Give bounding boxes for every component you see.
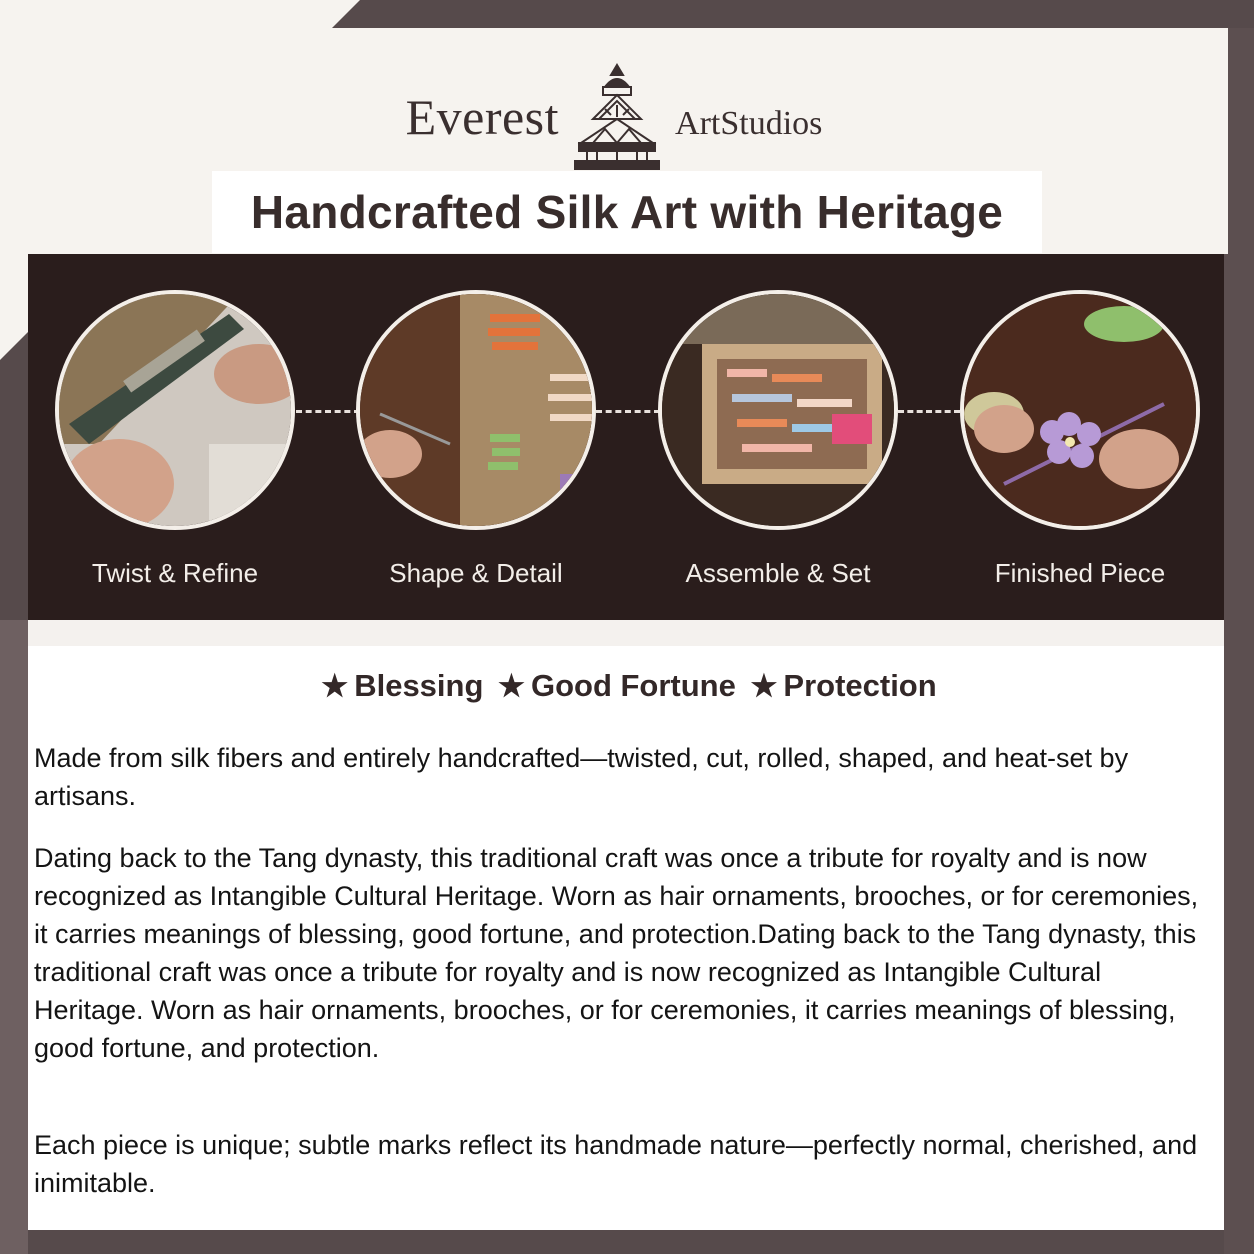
step-photo xyxy=(960,290,1200,530)
finished-silk-flower-image xyxy=(964,294,1200,530)
frame-edge xyxy=(0,620,28,1254)
brand xyxy=(0,52,1228,182)
step-label: Twist & Refine xyxy=(91,558,259,588)
step-label: Finished Piece xyxy=(994,558,1166,588)
tagline xyxy=(28,668,1224,704)
hands-twisting-silk-image xyxy=(59,294,295,530)
star-icon: ★ xyxy=(321,670,349,703)
star-icon: ★ xyxy=(498,670,525,703)
tagline-item: Good Fortune xyxy=(530,668,736,703)
header xyxy=(0,28,1228,254)
step-assemble-set xyxy=(628,290,928,600)
brand-name-right: ArtStudios xyxy=(675,105,823,142)
pagoda-logo-icon xyxy=(569,57,665,177)
star-icon: ★ xyxy=(750,670,778,703)
tray-of-silk-parts-image xyxy=(662,294,898,530)
description-paragraph: Dating back to the Tang dynasty, this traditional craft was once a tribute for royalty and is now recognized as Intangible Cultural Heritage. Worn as hair ornaments, brooches, or for ceremonies, it carries meanings of blessing, good fortune, and protection.Dating back to the Tang dynasty, this traditional craft was once a tribute for royalty and is now recognized as Intangible Cultural Heritage. Worn as hair ornaments, brooches, or for ceremonies, it carries meanings of blessing, good fortune, and protection. xyxy=(34,843,1199,1063)
tagline-item: Protection xyxy=(783,668,937,703)
step-label: Shape & Detail xyxy=(389,558,563,588)
step-photo xyxy=(356,290,596,530)
step-finished-piece xyxy=(930,290,1230,600)
tagline-item: Blessing xyxy=(354,668,484,703)
title-box xyxy=(212,171,1042,253)
frame-edge xyxy=(1224,28,1254,1254)
step-twist-refine xyxy=(25,290,325,600)
step-shape-detail xyxy=(326,290,626,600)
content-top-strip xyxy=(28,620,1224,646)
step-label: Assemble & Set xyxy=(685,558,871,588)
step-photo xyxy=(658,290,898,530)
page-title: Handcrafted Silk Art with Heritage xyxy=(250,186,1004,238)
brand-name-left: Everest xyxy=(405,89,560,145)
step-photo xyxy=(55,290,295,530)
silk-pieces-shaping-image xyxy=(360,294,596,530)
description-paragraph: Made from silk fibers and entirely handcrafted—twisted, cut, rolled, shaped, and heat-set by artisans. xyxy=(34,743,1129,811)
description-paragraph: Each piece is unique; subtle marks reflect its handmade nature—perfectly normal, cherished, and inimitable. xyxy=(34,1130,1198,1198)
